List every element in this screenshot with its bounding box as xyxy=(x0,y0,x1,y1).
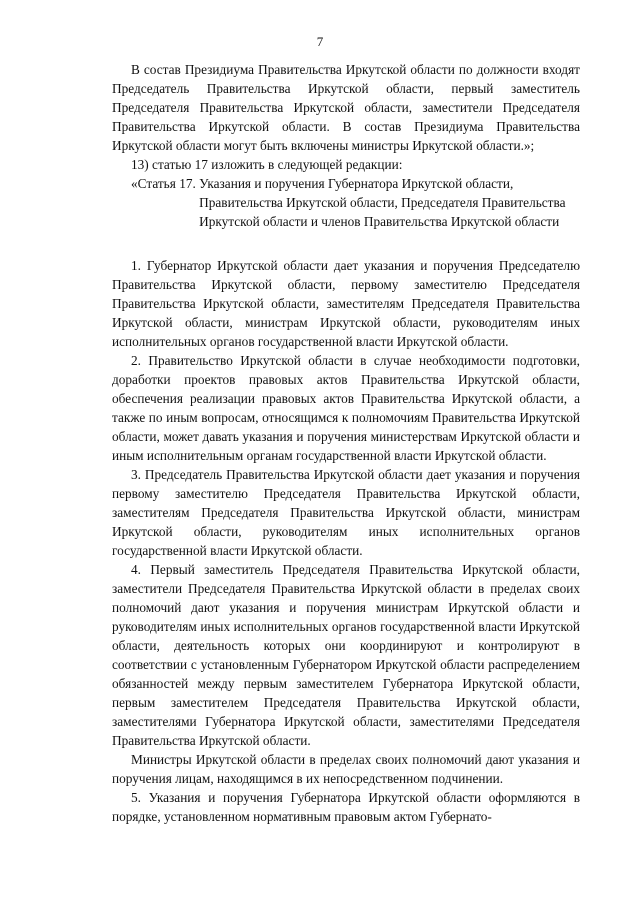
document-body xyxy=(112,60,580,826)
spacer xyxy=(112,231,580,256)
paragraph-4: 4. Первый заместитель Председателя Правительства Иркутской области, заместители Председателя Правительства Иркутской области в пределах своих полномочий дают указания и поручения министрам Иркутской области и руководителям иных исполнительных органов государственной власти Иркутской области, деятельность которых они координируют и контролируют в соответствии с установленным Губернатором Иркутской области распределением обязанностей между первым заместителем Губернатора Иркутской области, первым заместителем Председателя Правительства Иркутской области, заместителями Губернатора Иркутской области, заместителями Председателя Правительства Иркутской области. xyxy=(112,562,580,748)
article-heading xyxy=(112,174,580,231)
paragraph-2: 2. Правительство Иркутской области в случае необходимости подготовки, доработки проектов правовых актов Правительства Иркутской области, обеспечения реализации правовых актов Правительства Иркутской области, а также по иным вопросам, относящимся к полномочиям Правительства Иркутской области, может давать указания и поручения министерствам Иркутской области и иным исполнительным органам государственной власти Иркутской области. xyxy=(112,353,580,463)
article-title: Указания и поручения Губернатора Иркутской области, Правительства Иркутской области, Председателя Правительства Иркутской области и членов Правительства Иркутской области xyxy=(199,176,566,229)
page-number: 7 xyxy=(316,34,324,49)
paragraph-3: 3. Председатель Правительства Иркутской области дает указания и поручения первому заместителю Председателя Правительства Иркутской области, заместителям Председателя Правительства Иркутской области, министрам Иркутской области, руководителям иных исполнительных органов государственной власти Иркутской области. xyxy=(112,467,580,558)
article-number: «Статья 17. xyxy=(131,176,196,191)
intro-paragraph: В состав Президиума Правительства Иркутской области по должности входят Председатель Правительства Иркутской области, первый заместитель Председателя Правительства Иркутской области, заместители Председателя Правительства Иркутской области. В состав Президиума Правительства Иркутской области могут быть включены министры Иркутской области.»; xyxy=(112,62,580,153)
paragraph-ministers: Министры Иркутской области в пределах своих полномочий дают указания и поручения лицам, находящимся в их непосредственном подчинении. xyxy=(112,752,580,786)
paragraph-5: 5. Указания и поручения Губернатора Иркутской области оформляются в порядке, установленном нормативным правовым актом Губернато- xyxy=(112,790,580,824)
paragraph-1: 1. Губернатор Иркутской области дает указания и поручения Председателю Правительства Иркутской области, первому заместителю Председателя Правительства Иркутской области, заместителям Председателя Правительства Иркутской области, министрам Иркутской области, руководителям иных исполнительных органов государственной власти Иркутской области. xyxy=(112,258,580,349)
amendment-item-13: 13) статью 17 изложить в следующей редакции: xyxy=(131,157,403,172)
